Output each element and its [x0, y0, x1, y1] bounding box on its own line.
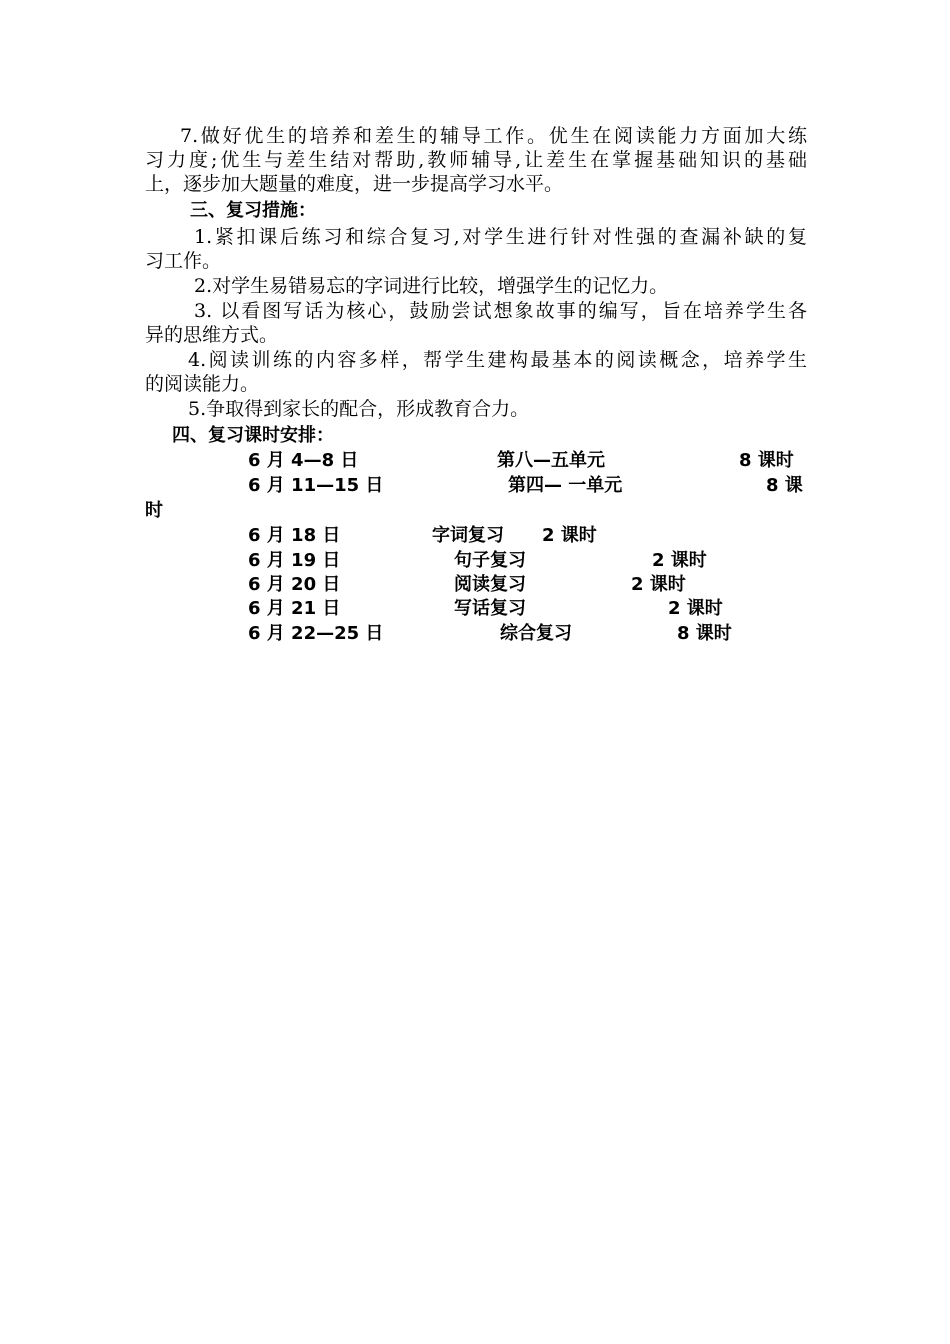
schedule-content: 字词复习 [432, 525, 504, 546]
item7-line-3: 上，逐步加大题量的难度，进一步提高学习水平。 [145, 173, 564, 195]
schedule-hours-wrap: 时 [145, 500, 163, 521]
schedule-hours: 8 课时 [677, 623, 732, 644]
schedule-content: 综合复习 [500, 623, 572, 644]
section3-item4-line-2: 的阅读能力。 [145, 373, 260, 395]
schedule-content: 写话复习 [454, 598, 526, 619]
schedule-date: 6 月 21 日 [248, 598, 341, 619]
schedule-date: 6 月 18 日 [248, 525, 341, 546]
schedule-content: 句子复习 [454, 550, 526, 571]
schedule-content: 第四— 一单元 [508, 475, 623, 496]
schedule-date: 6 月 19 日 [248, 550, 341, 571]
schedule-content: 第八—五单元 [497, 450, 605, 471]
section3-item1-line-1: 1.紧扣课后练习和综合复习,对学生进行针对性强的查漏补缺的复 [194, 226, 807, 248]
section3-item3-line-1: 3. 以看图写话为核心，鼓励尝试想象故事的编写，旨在培养学生各 [194, 300, 807, 322]
schedule-date: 6 月 11—15 日 [248, 475, 384, 496]
schedule-hours: 8 课时 [739, 450, 794, 471]
schedule-hours: 2 课时 [668, 598, 723, 619]
section3-heading: 三、复习措施： [190, 200, 316, 221]
section3-item3-line-2: 异的思维方式。 [145, 324, 279, 346]
section3-item5: 5.争取得到家长的配合，形成教育合力。 [188, 398, 530, 420]
schedule-hours: 2 课时 [652, 550, 707, 571]
schedule-date: 6 月 4—8 日 [248, 450, 359, 471]
item7-line-2: 习力度;优生与差生结对帮助,教师辅导,让差生在掌握基础知识的基础 [145, 149, 807, 171]
section3-item2: 2.对学生易错易忘的字词进行比较，增强学生的记忆力。 [194, 275, 669, 297]
schedule-content: 阅读复习 [454, 574, 526, 595]
section4-heading: 四、复习课时安排： [172, 425, 334, 446]
schedule-hours: 2 课时 [542, 525, 597, 546]
schedule-date: 6 月 20 日 [248, 574, 341, 595]
schedule-date: 6 月 22—25 日 [248, 623, 384, 644]
schedule-hours: 2 课时 [631, 574, 686, 595]
schedule-hours: 8 课 [766, 475, 803, 496]
item7-line-1: 7.做好优生的培养和差生的辅导工作。优生在阅读能力方面加大练 [180, 125, 807, 147]
section3-item4-line-1: 4.阅读训练的内容多样，帮学生建构最基本的阅读概念，培养学生 [188, 349, 807, 371]
section3-item1-line-2: 习工作。 [145, 250, 222, 272]
